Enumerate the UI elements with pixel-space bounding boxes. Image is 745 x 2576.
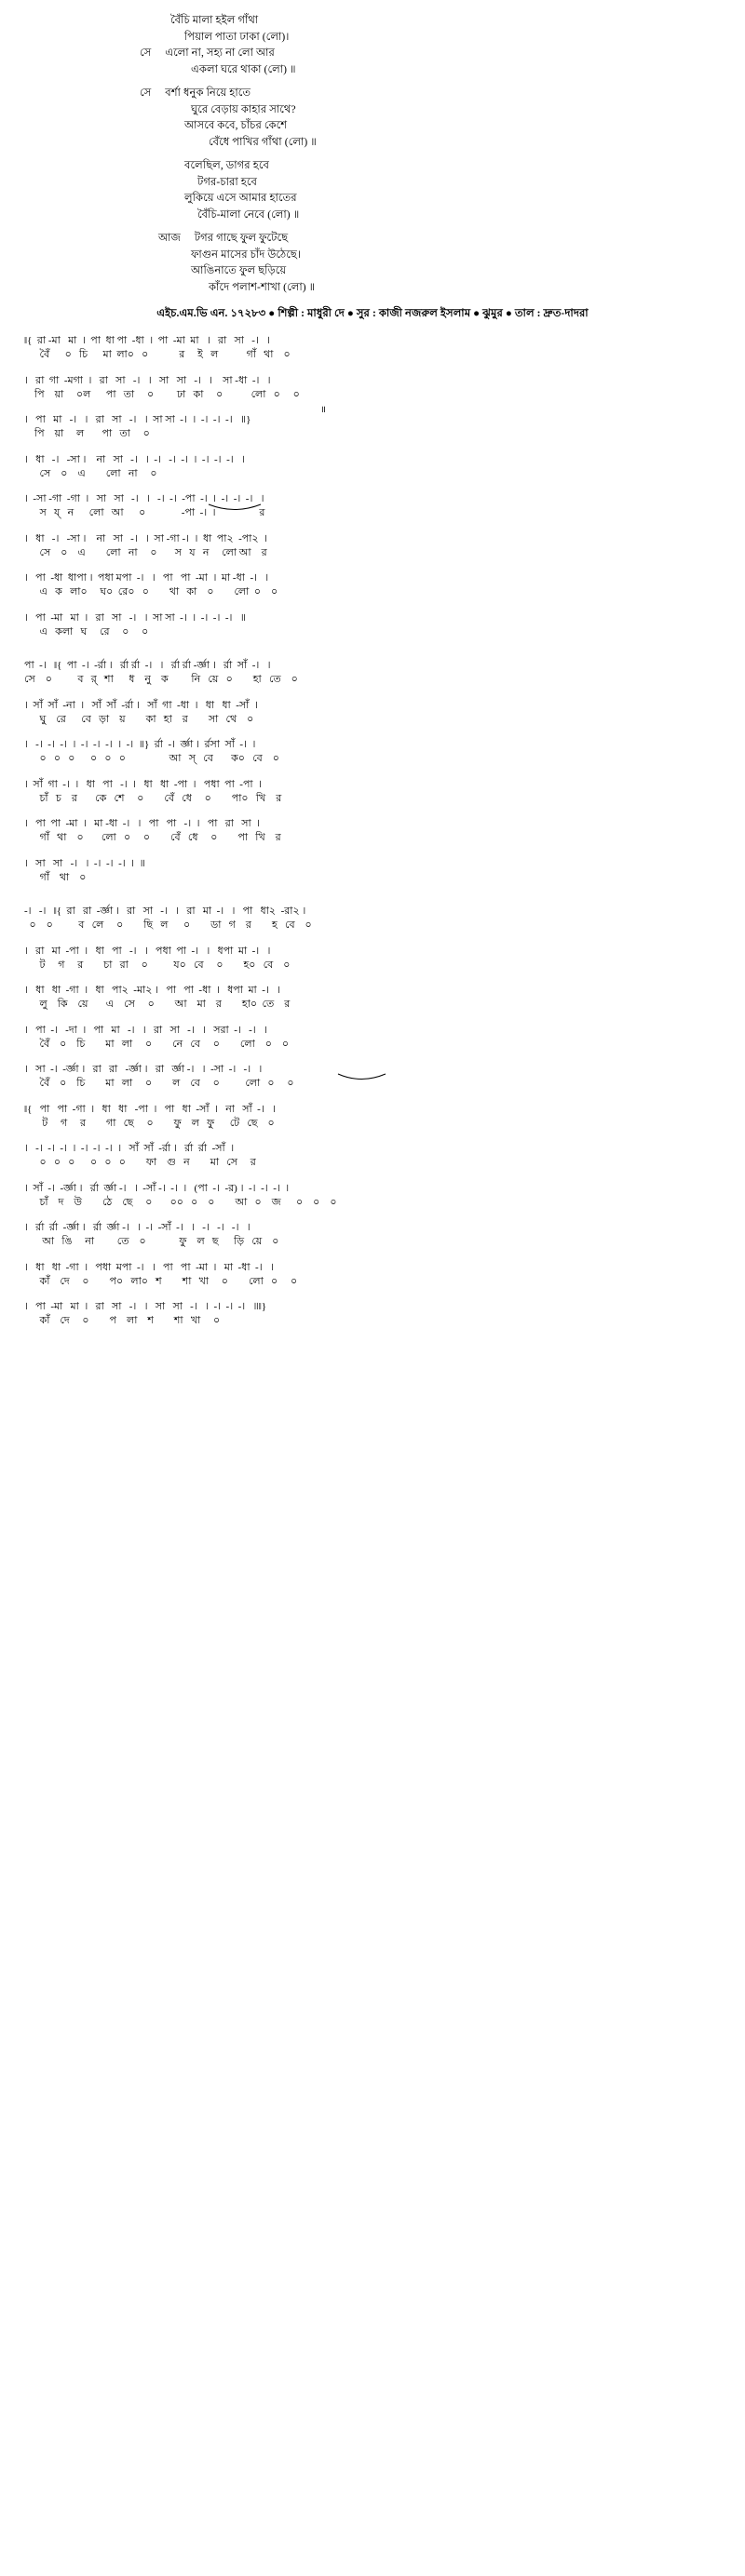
notation-line [24, 857, 721, 885]
sahitya-row: ট গ র গা ছে ০ ফু ল ফু টে ছে ০ [24, 1117, 275, 1129]
notation-line [24, 1142, 721, 1170]
sahitya-row: চাঁ চ র কে শে ০ বেঁ ধে ০ পা০ খি র [24, 792, 282, 804]
swara-row: । পা -মা মা । রা সা -। । সা সা -। । -। -। -। ॥ [24, 611, 246, 624]
swara-row: । -সা -গা -গা । সা সা -। । -। -। -পা -। । -। -। -। । [24, 493, 264, 504]
lyric-line: সে বর্শা ধনুক নিয়ে হাতে [140, 87, 251, 99]
sahitya-row: এ কলা ঘ রে ০ ০ [24, 625, 149, 637]
swara-row: । ধা ধা -গা । পধা মপা -। । পা পা -মা । মা -ধা -। । [24, 1261, 274, 1273]
swara-row: । সাঁ -। -র্জ্ঞা । র্রা র্জ্ঞা -। । -সাঁ -। -। । (পা -। -র) । -। -। -। । [24, 1182, 290, 1194]
swara-row: । -। -। -। । -। -। -। । সাঁ সাঁ -র্রা । র্রা র্রা -সাঁ । [24, 1143, 235, 1154]
swara-row: । রা গা -মগা । রা সা -। । সা সা -। । সা -ধা -। । [24, 374, 271, 386]
sahitya-row: গাঁ থা ০ [24, 871, 87, 883]
sahitya-row: কাঁ দে ০ প লা শ শা খা ০ [24, 1315, 221, 1326]
notation-line [24, 817, 721, 845]
notation-line [24, 905, 721, 932]
notation-line [24, 492, 721, 520]
lyric-line: আসবে কবে, চাঁচর কেশে [184, 120, 288, 131]
notation-system [24, 659, 721, 885]
swara-row: । সা -। -র্জ্ঞা । রা রা -র্জ্ঞা । রা র্জ্ঞা -। । -সা -। -। । [24, 1064, 263, 1075]
lyrics-block [0, 0, 745, 296]
sahitya-row: ০ ০ ০ ০ ০ ০ ফা গু ন মা সে র [24, 1157, 256, 1168]
notation-system [24, 905, 721, 1328]
notation-line [24, 984, 721, 1012]
lyric-line: ঘুরে বেড়ায় কাহার সাথে? [191, 103, 296, 115]
sahitya-row: ঘু রে বে ড়া য় কা হা র সা থে ০ [24, 713, 254, 725]
notation-line [24, 659, 721, 687]
swara-row: । সাঁ গা -। । ধা পা -। । ধা ধা -পা । পধা পা -পা । [24, 778, 263, 790]
notation-line [24, 699, 721, 727]
lyric-line: পিয়াল পাতা ঢাকা (লো)। [184, 31, 290, 43]
sahitya-row: সে ০ ব র্ শা ধ নু ক নি য়ে ০ হা তে ০ [24, 674, 298, 685]
notation-line [24, 778, 721, 806]
sahitya-row: ০ ০ ০ ০ ০ ০ আ স্ বে ক০ বে ০ [24, 753, 279, 764]
swara-row: । -। -। -। । -। -। -। । -। ॥} র্রা -। র্জ্ঞা । র্রসা সাঁ -। । [24, 739, 256, 750]
system-separator [24, 896, 721, 905]
record-credit-line: এইচ.এম.ভি এন. ১৭২৮৩ ● শিল্পী : মাধুরী দে ● সুর : কাজী নজরুল ইসলাম ● ঝুমুর ● তাল : দ্রুত-দাদরা [156, 308, 589, 319]
notation-line [24, 738, 721, 766]
system-separator [24, 651, 721, 659]
notation-line [24, 334, 721, 362]
notation-line [24, 571, 721, 599]
lyric-line: সে এলো না, সহ্য না লো আর [140, 47, 275, 59]
notation-line [24, 1300, 721, 1328]
swara-row: । পা -। -দা । পা মা -। । রা সা -। । সরা -। -। । [24, 1024, 267, 1036]
sahitya-row: আ ঙি না তে ০ ফু ল ছ ড়ি য়ে ০ [24, 1236, 279, 1247]
swara-row: -। -। ‖{ রা রা -র্জ্ঞা । রা সা -। । রা মা -। । পা ধা২ -রা২ । [24, 906, 306, 917]
sahitya-row: কাঁ দে ০ প০ লা০ শ শা খা ০ লো ০ ০ [24, 1275, 298, 1287]
lyric-stanza [0, 158, 745, 223]
swara-row: । ধা -। -সা । না সা -। । সা -গা -। । ধা পা২ -পা২ । [24, 532, 268, 544]
notation-line [24, 1182, 721, 1210]
lyric-line: আজ টগর গাছে ফুল ফুটেছে [158, 233, 289, 244]
swara-row: ‖{ পা পা -গা । ধা ধা -পা । পা ধা -সাঁ । না সাঁ -। । [24, 1103, 276, 1115]
swara-row: । সা সা -। । -। -। -। । ॥ [24, 857, 145, 869]
lyric-line: একলা ঘরে থাকা (লো) ॥ [191, 63, 296, 75]
swara-row: । ধা -। -সা । না সা -। । -। -। -। । -। -। -। । [24, 453, 245, 465]
notation-line [24, 1221, 721, 1249]
notation-line [24, 945, 721, 973]
notation-line [24, 1063, 721, 1091]
swara-row: । সাঁ সাঁ -না । সাঁ সাঁ -র্রা । সাঁ গা -ধা । ধা ধা -সাঁ । [24, 699, 258, 711]
sahitya-row: পি য়া ০ল পা তা ০ ঢা কা ০ লো ০ ০ [24, 388, 300, 400]
sahitya-row: বৈঁ ০ চি মা লা ০ ল বে ০ লো ০ ০ [24, 1078, 294, 1089]
sahitya-row: এ ক লা০ ঘ০ রে০ ০ থা কা ০ লো ০ ০ [24, 586, 278, 597]
notation-line [24, 611, 721, 639]
sahitya-row: স য্ ন লো আ ০ -পা -। । র [24, 507, 265, 518]
lyric-line: বৈঁচি মালা হইল গাঁথা [170, 15, 259, 26]
notation-line [24, 1103, 721, 1131]
lyric-line: টগর-চারা হবে [197, 176, 257, 188]
sahitya-row: ০ ০ ব লে ০ ছি ল ০ ডা গ র হ বে ০ [24, 919, 312, 931]
swara-row: ‖{ রা -মা মা । পা ধা পা -ধা । পা -মা মা । রা সা -। । [24, 335, 270, 346]
swara-row: । পা মা -। । রা সা -। । সা সা -। । -। -। -। ॥} [24, 414, 251, 425]
notation-line [24, 532, 721, 560]
lyric-line: কাঁদে পলাশ-শাখা (লো) ॥ [209, 281, 316, 293]
lyric-stanza [0, 13, 745, 78]
lyric-line: ফাগুন মাসের চাঁদ উঠেছে। [191, 248, 302, 261]
sahitya-row: পি য়া ল পা তা ০ [24, 428, 150, 439]
sahitya-row: চাঁ দ উ ঠে ছে ০ ০০ ০ ০ আ ০ জ ০ ০ ০ [24, 1196, 337, 1208]
lyric-line: বেঁধে পাখির গাঁথা (লো) ॥ [209, 136, 317, 148]
notation-line [24, 374, 721, 402]
notation-line [24, 405, 721, 441]
lyric-stanza [0, 231, 745, 296]
swara-row: । র্রা র্রা -র্জ্ঞা । র্রা র্জ্ঞা -। । -। -সাঁ -। । -। -। -। । [24, 1222, 251, 1233]
lyric-line: বলেছিল, ডাগর হবে [184, 160, 269, 171]
swara-row: । ধা ধা -গা । ধা পা২ -মা২ । পা পা -ধা । ধপা মা -। । [24, 985, 281, 996]
sahitya-row: সে ০ এ লো না ০ স য ন লো আ র [24, 546, 267, 558]
sahitya-row: বৈঁ ০ চি মা লা ০ নে বে ০ লো ০ ০ [24, 1038, 290, 1050]
swara-row: । পা পা -মা । মা -ধা -। । পা পা -। । পা রা সা । [24, 818, 261, 829]
swara-row: পা -। ‖{ পা -। -র্রা । র্রা র্রা -। । র্রা র্রা -র্জ্ঞা । র্রা সাঁ -। । [24, 660, 271, 671]
pause-mark: ॥ [320, 405, 326, 415]
swara-row: । পা -ধা ধাপা । পধা মপা -। । পা পা -মা । মা -ধা -। । [24, 572, 269, 584]
sahitya-row: সে ০ এ লো না ০ [24, 467, 157, 479]
lyric-line: লুকিয়ে এসে আমার হাতের [184, 193, 297, 204]
lyric-line: আঙিনাতে ফুল ছড়িয়ে [191, 265, 287, 276]
lyric-stanza [0, 86, 745, 151]
swara-row: । রা মা -পা । ধা পা -। । পধা পা -। । ধপা মা -। । [24, 945, 271, 957]
notation-system [24, 334, 721, 639]
lyric-line: বৈঁচি-মালা নেবে (লো) ॥ [197, 208, 300, 221]
notation-block [0, 334, 745, 1359]
notation-line [24, 1261, 721, 1289]
sahitya-row: ট গ র চা রা ০ য০ বে ০ হ০ বে ০ [24, 959, 291, 971]
notation-line [24, 453, 721, 481]
sahitya-row: গাঁ থা ০ লো ০ ০ বেঁ ধে ০ পা খি র [24, 832, 281, 843]
swara-row: । পা -মা মা । রা সা -। । সা সা -। । -। -। -। ॥‖} [24, 1301, 267, 1312]
notation-line [24, 1024, 721, 1052]
sahitya-row: বৈঁ ০ চি মা লা০ ০ র ই ল গাঁ থা ০ [24, 349, 291, 360]
sahitya-row: লু কি য়ে এ সে ০ আ মা র হা০ তে র [24, 999, 291, 1010]
